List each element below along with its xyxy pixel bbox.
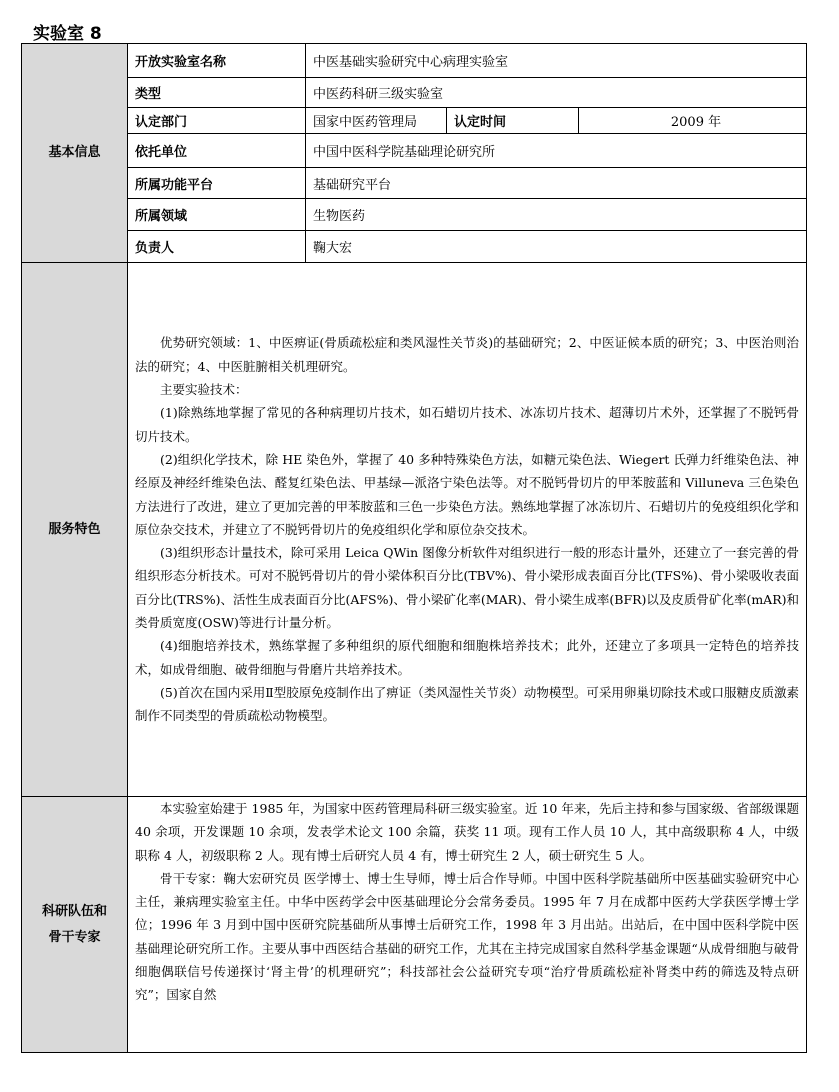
unit-value: 中国中医科学院基础理论研究所	[306, 134, 807, 168]
service-paragraph: (3)组织形态计量技术，除可采用 Leica QWin 图像分析软件对组织进行一般的形态计量外，还建立了一套完善的骨组织形态分析技术。可对不脱钙骨切片的骨小梁体积百分比(TBV%)、骨小梁形成表面百分比(TFS%)、骨小梁吸收表面百分比(TRS%)、活性生成表面百分比(AFS%)、骨小梁矿化率(MAR)、骨小梁生成率(BFR)以及皮质骨矿化率(mAR)和类骨质宽度(OSW)等进行计量分析。	[135, 545, 799, 631]
type-value: 中医药科研三级实验室	[306, 78, 807, 108]
service-paragraph: 优势研究领域：1、中医痹证(骨质疏松症和类风湿性关节炎)的基础研究；2、中医证候本质的研究；3、中医治则治法的研究；4、中医脏腑相关机理研究。	[135, 335, 799, 374]
page-title: 实验室 8	[33, 24, 102, 44]
service-content	[128, 263, 807, 797]
time-value: 2009 年	[579, 108, 807, 134]
dept-label: 认定部门	[128, 108, 306, 134]
service-paragraph: (2)组织化学技术，除 HE 染色外，掌握了 40 多种特殊染色方法，如糖元染色法、Wiegert 氏弹力纤维染色法、神经原及神经纤维染色法、醛复红染色法、甲基绿—派洛宁染色法等。对不脱钙骨切片的甲苯胺蓝和 Villuneva 三色染色方法进行了改进，建立了更加完善的甲苯胺蓝和三色一步染色方法。熟练地掌握了冰冻切片、石蜡切片的免疫组织化学和原位杂交技术，并建立了不脱钙骨切片的免疫组织化学和原位杂交技术。	[135, 451, 799, 537]
service-paragraph: (1)除熟练地掌握了常见的各种病理切片技术，如石蜡切片技术、冰冻切片技术、超薄切片术外，还掌握了不脱钙骨切片技术。	[135, 405, 799, 444]
leader-value: 鞠大宏	[306, 231, 807, 263]
field-value: 生物医药	[306, 199, 807, 231]
team-label-line-2: 骨干专家	[48, 929, 101, 945]
field-label: 所属领域	[128, 199, 306, 231]
service-paragraph: (5)首次在国内采用Ⅱ型胶原免疫制作出了痹证（类风湿性关节炎）动物模型。可采用卵巢切除技术或口服糖皮质激素制作不同类型的骨质疏松动物模型。	[135, 684, 799, 724]
team-paragraph: 骨干专家：鞠大宏研究员 医学博士、博士生导师，博士后合作导师。中国中医科学院基础所中医基础实验研究中心主任，兼病理实验室主任。中华中医药学会中医基础理论分会常务委员。1995 年 7 月在成都中医药大学获医学博士学位；1996 年 3 月到中国中医研究院基础所从事博士后研究工作，1998 年 3 月出站。出站后，在中国中医科学院中医基础理论研究所工作。主要从事中西医结合基础的研究工作，尤其在主持完成国家自然科学基金课题“从成骨细胞与破骨细胞偶联信号传递探讨‘肾主骨’的机理研究”；科技部社会公益研究专项“治疗骨质疏松症补肾类中药的筛选及特点研究”；国家自然	[135, 870, 799, 1003]
leader-label: 负责人	[128, 231, 306, 263]
platform-label: 所属功能平台	[128, 168, 306, 199]
lab-name-value: 中医基础实验研究中心病理实验室	[306, 44, 807, 78]
team-paragraph: 本实验室始建于 1985 年，为国家中医药管理局科研三级实验室。近 10 年来，先后主持和参与国家级、省部级课题 40 余项，开发课题 10 余项，发表学术论文 100 余篇，获奖 11 项。现有工作人员 10 人，其中高级职称 4 人，中级职称 4 人，初级职称 2 人。现有博士后研究人员 4 有，博士研究生 2 人，硕士研究生 5 人。	[135, 801, 799, 863]
lab-name-label: 开放实验室名称	[128, 44, 306, 78]
dept-value: 国家中医药管理局	[306, 108, 447, 134]
team-content	[128, 797, 807, 1053]
service-paragraph: 主要实验技术：	[160, 382, 248, 398]
service-paragraph: (4)细胞培养技术，熟练掌握了多种组织的原代细胞和细胞株培养技术；此外，还建立了多项具一定特色的培养技术，如成骨细胞、破骨细胞与骨磨片共培养技术。	[135, 638, 799, 677]
unit-label: 依托单位	[128, 134, 306, 168]
lab-info-table	[21, 43, 807, 1053]
basic-info-label: 基本信息	[22, 44, 128, 263]
service-label: 服务特色	[22, 263, 128, 797]
time-label: 认定时间	[447, 108, 579, 134]
type-label: 类型	[128, 78, 306, 108]
platform-value: 基础研究平台	[306, 168, 807, 199]
team-label-line-1: 科研队伍和	[41, 903, 107, 919]
team-label	[22, 797, 128, 1053]
